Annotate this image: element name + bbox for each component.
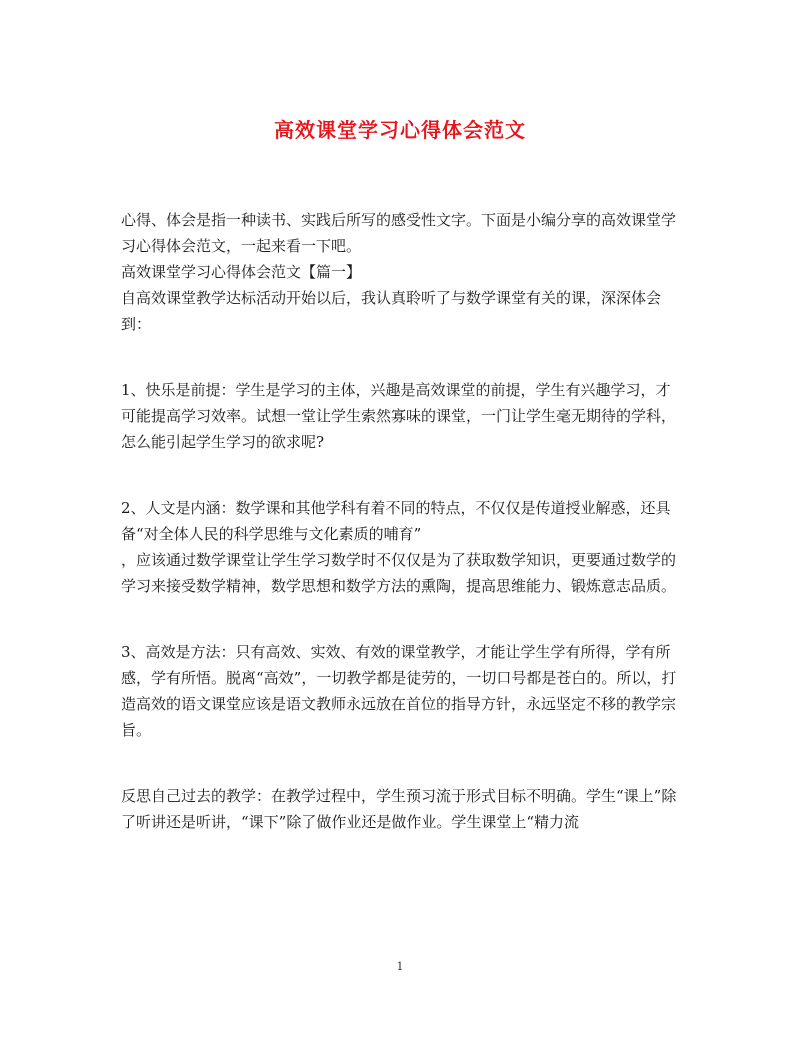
paragraph-gap [121,743,681,783]
paragraph-point-1: 1、快乐是前提：学生是学习的主体，兴趣是高效课堂的前提，学生有兴趣学习，才可能提高学习效率。试想一堂让学生索然寡味的课堂，一门让学生毫无期待的学科，怎么能引起学生学习的欲求呢? [121,381,677,451]
document-body [121,207,681,835]
section-heading: 高效课堂学习心得体会范文【篇一】 [121,263,362,281]
paragraph-gap [121,599,681,639]
intro-paragraph: 心得、体会是指一种读书、实践后所写的感受性文字。下面是小编分享的高效课堂学习心得体会范文，一起来看一下吧。 [121,211,677,255]
page-number: 1 [396,960,404,973]
paragraph-point-2-continued: ，应该通过数学课堂让学生学习数学时不仅仅是为了获取数学知识，更要通过数学的学习来接受数学精神，数学思想和数学方法的熏陶，提高思维能力、锻炼意志品质。 [121,551,677,595]
paragraph-reflection: 反思自己过去的教学：在教学过程中，学生预习流于形式目标不明确。学生“课上”除了听讲还是听讲，“课下”除了做作业还是做作业。学生课堂上“精力流 [121,787,677,831]
paragraph-gap [121,455,681,495]
paragraph-gap [121,337,681,377]
document-title: 高效课堂学习心得体会范文 [274,118,526,142]
paragraph-point-2: 2、人文是内涵：数学课和其他学科有着不同的特点，不仅仅是传道授业解惑，还具备“对全体人民的科学思维与文化素质的哺育” [121,499,671,543]
paragraph-opening: 自高效课堂教学达标活动开始以后，我认真聆听了与数学课堂有关的课，深深体会到： [121,289,662,333]
paragraph-point-3: 3、高效是方法：只有高效、实效、有效的课堂教学，才能让学生学有所得，学有所感，学有所悟。脱离“高效”，一切教学都是徒劳的，一切口号都是苍白的。所以，打造高效的语文课堂应该是语文教师永远放在首位的指导方针，永远坚定不移的教学宗旨。 [121,643,677,739]
